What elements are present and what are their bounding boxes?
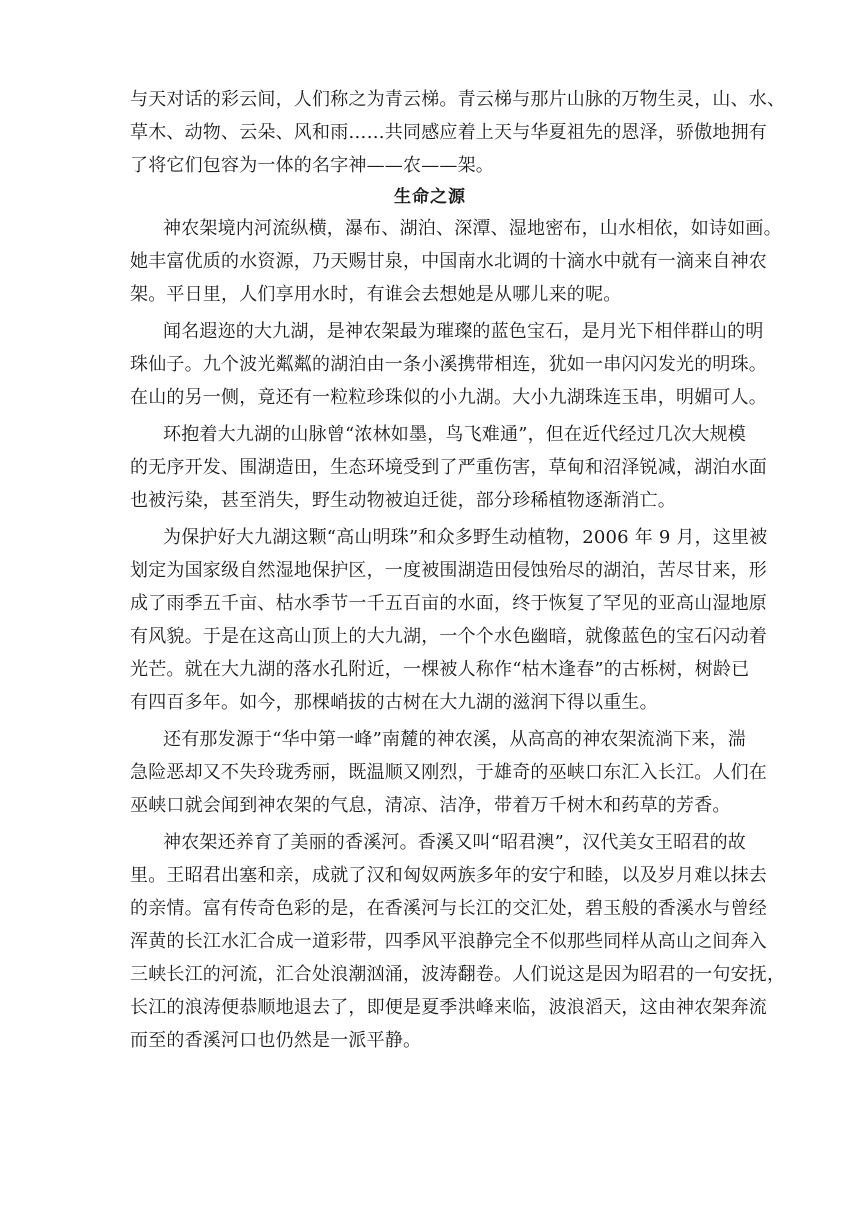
paragraph — [130, 826, 786, 1057]
text-line: 神农架境内河流纵横，瀑布、湖泊、深潭、湿地密布，山水相依，如诗如画。 — [163, 218, 782, 239]
text-line: 成了雨季五千亩、枯水季节一千五百亩的水面，终于恢复了罕见的亚高山湿地原 — [130, 593, 767, 614]
text-line: 有风貌。于是在这高山顶上的大九湖，一个个水色幽暗，就像蓝色的宝石闪动着 — [130, 626, 767, 647]
text-line: 有四百多年。如今，那棵峭拔的古树在大九湖的滋润下得以重生。 — [130, 692, 658, 713]
text-line: 闻名遐迩的大九湖，是神农架最为璀璨的蓝色宝石，是月光下相伴群山的明 — [163, 321, 764, 342]
paragraph — [130, 418, 767, 517]
text-line: 在山的另一侧，竟还有一粒粒珍珠似的小九湖。大小九湖珠连玉串，明媚可人。 — [130, 387, 767, 408]
text-line: 长江的浪涛便恭顺地退去了，即便是夏季洪峰来临，波浪滔天，这由神农架奔流 — [130, 997, 767, 1018]
text-line: 珠仙子。九个波光粼粼的湖泊由一条小溪携带相连，犹如一串闪闪发光的明珠。 — [130, 354, 767, 375]
text-line: 浑黄的长江水汇合成一道彩带，四季风平浪静完全不似那些同样从高山之间奔入 — [130, 931, 767, 952]
text-line: 为保护好大九湖这颗“高山明珠”和众多野生动植物，2006 年 9 月，这里被 — [163, 527, 768, 548]
text-line: 而至的香溪河口也仍然是一派平静。 — [130, 1030, 422, 1051]
text-line: 急险恶却又不失玲珑秀丽，既温顺又刚烈，于雄奇的巫峡口东汇入长江。人们在 — [130, 762, 767, 783]
document-page — [130, 83, 786, 1057]
text-line: 环抱着大九湖的山脉曾“浓林如墨，鸟飞难通”，但在近代经过几次大规模 — [163, 424, 747, 445]
paragraph — [130, 212, 782, 311]
text-line: 架。平日里，人们享用水时，有谁会去想她是从哪儿来的呢。 — [130, 284, 622, 305]
text-line: 了将它们包容为一体的名字神——农——架。 — [130, 155, 494, 176]
text-line: 三峡长江的河流，汇合处浪潮汹涌，波涛翻卷。人们说这是因为昭君的一句安抚， — [130, 964, 786, 985]
text-line: 她丰富优质的水资源，乃天赐甘泉，中国南水北调的十滴水中就有一滴来自神农 — [130, 251, 767, 272]
text-line: 也被污染，甚至消失，野生动物被迫迁徙，部分珍稀植物逐渐消亡。 — [130, 490, 676, 511]
paragraph — [130, 723, 767, 822]
text-line: 的无序开发、围湖造田，生态环境受到了严重伤害，草甸和沼泽锐减，湖泊水面 — [130, 457, 767, 478]
text-line: 划定为国家级自然湿地保护区，一度被围湖造田侵蚀殆尽的湖泊，苦尽甘来，形 — [130, 560, 767, 581]
section-title: 生命之源 — [394, 187, 466, 207]
text-line: 与天对话的彩云间，人们称之为青云梯。青云梯与那片山脉的万物生灵，山、水、 — [130, 89, 786, 110]
intro-paragraph — [130, 83, 786, 182]
text-line: 的亲情。富有传奇色彩的是，在香溪河与长江的交汇处，碧玉般的香溪水与曾经 — [130, 898, 767, 919]
text-line: 光芒。就在大九湖的落水孔附近，一棵被人称作“枯木逢春”的古栎树，树龄已 — [130, 659, 750, 680]
paragraph — [130, 521, 768, 719]
text-line: 里。王昭君出塞和亲，成就了汉和匈奴两族多年的安宁和睦，以及岁月难以抹去 — [130, 865, 767, 886]
text-line: 草木、动物、云朵、风和雨……共同感应着上天与华夏祖先的恩泽，骄傲地拥有 — [130, 122, 767, 143]
text-line: 巫峡口就会闻到神农架的气息，清凉、洁净，带着万千树木和药草的芳香。 — [130, 795, 731, 816]
text-line: 神农架还养育了美丽的香溪河。香溪又叫“昭君澳”，汉代美女王昭君的故 — [163, 832, 747, 853]
paragraph — [130, 315, 767, 414]
text-line: 还有那发源于“华中第一峰”南麓的神农溪，从高高的神农架流淌下来，湍 — [163, 729, 747, 750]
